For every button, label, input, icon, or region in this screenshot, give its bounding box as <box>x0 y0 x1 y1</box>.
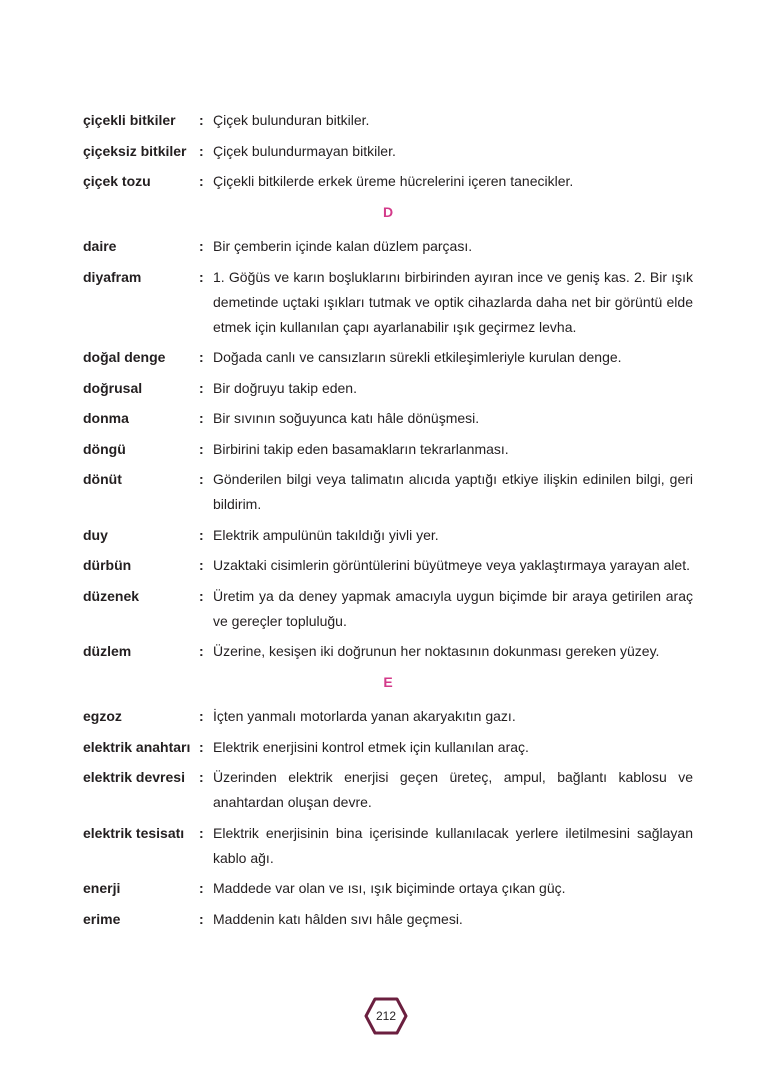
glossary-entry <box>83 821 693 871</box>
glossary-definition: Gönderilen bilgi veya talimatın alıcıda yaptığı etkiye ilişkin edinilen bilgi, geri bildirim. <box>213 471 693 512</box>
glossary-definition: Bir doğruyu takip eden. <box>213 379 357 396</box>
glossary-section <box>83 108 693 194</box>
glossary-definition: Elektrik enerjisini kontrol etmek için kullanılan araç. <box>213 738 529 755</box>
glossary-entry <box>83 467 693 517</box>
glossary-definition: Üretim ya da deney yapmak amacıyla uygun biçimde bir araya getirilen araç ve gereçler topluluğu. <box>213 587 693 629</box>
glossary-definition: Maddede var olan ve ısı, ışık biçiminde ortaya çıkan güç. <box>213 880 566 896</box>
separator-colon: : <box>199 824 204 841</box>
section-letter-heading: D <box>382 204 394 220</box>
glossary-entry <box>83 265 693 340</box>
glossary-term: çiçeksiz bitkiler <box>83 142 187 159</box>
separator-colon: : <box>199 471 204 487</box>
glossary-definition: Üzerinden elektrik enerjisi geçen üreteç, ampul, bağlantı kablosu ve anahtardan oluşan devre. <box>213 769 693 810</box>
separator-colon: : <box>199 112 204 128</box>
glossary-term: duy <box>83 526 108 543</box>
separator-colon: : <box>199 708 204 724</box>
glossary-definition: Üzerine, kesişen iki doğrunun her noktasının dokunması gereken yüzey. <box>213 643 660 659</box>
glossary-definition: Bir çemberin içinde kalan düzlem parçası. <box>213 238 473 254</box>
glossary-definition: Birbirini takip eden basamakların tekrarlanması. <box>213 440 509 457</box>
glossary-entry <box>83 639 693 664</box>
glossary-entry <box>83 108 693 133</box>
glossary-term: dönüt <box>83 471 122 487</box>
glossary-entry <box>83 376 693 401</box>
glossary-definition: Elektrik enerjisinin bina içerisinde kullanılacak yerlere iletilmesini sağlayan kablo ağı. <box>213 824 693 866</box>
separator-colon: : <box>199 268 204 285</box>
glossary-entry <box>83 169 693 194</box>
glossary-term: egzoz <box>83 708 122 724</box>
glossary-term: düzlem <box>83 643 132 659</box>
glossary-section <box>83 200 693 664</box>
separator-colon: : <box>199 910 204 927</box>
separator-colon: : <box>199 557 204 573</box>
glossary-term: donma <box>83 410 129 426</box>
glossary-entry <box>83 345 693 370</box>
separator-colon: : <box>199 587 204 604</box>
glossary-entry <box>83 406 693 431</box>
glossary-entry <box>83 704 693 729</box>
separator-colon: : <box>199 738 204 755</box>
glossary-entry <box>83 234 693 259</box>
glossary-entry <box>83 139 693 164</box>
glossary-entry <box>83 765 693 815</box>
glossary-entry <box>83 553 693 578</box>
glossary-definition: Maddenin katı hâlden sıvı hâle geçmesi. <box>213 910 463 927</box>
separator-colon: : <box>199 142 204 159</box>
glossary <box>83 108 693 937</box>
glossary-entry <box>83 876 693 901</box>
separator-colon: : <box>199 349 204 365</box>
glossary-entry <box>83 437 693 462</box>
glossary-term: diyafram <box>83 268 142 285</box>
glossary-definition: Elektrik ampulünün takıldığı yivli yer. <box>213 526 439 543</box>
separator-colon: : <box>199 379 204 396</box>
glossary-entry <box>83 584 693 634</box>
glossary-term: çiçekli bitkiler <box>83 112 176 128</box>
glossary-section <box>83 670 693 932</box>
glossary-definition: Uzaktaki cisimlerin görüntülerini büyütmeye veya yaklaştırmaya yarayan alet. <box>213 557 690 573</box>
separator-colon: : <box>199 643 204 659</box>
separator-colon: : <box>199 410 204 426</box>
separator-colon: : <box>199 238 204 254</box>
glossary-definition: İçten yanmalı motorlarda yanan akaryakıtın gazı. <box>213 708 516 724</box>
section-letter-heading: E <box>383 674 393 690</box>
glossary-entry <box>83 523 693 548</box>
glossary-term: erime <box>83 910 121 927</box>
separator-colon: : <box>199 173 204 189</box>
separator-colon: : <box>199 440 204 457</box>
glossary-term: elektrik tesisatı <box>83 824 185 841</box>
glossary-definition: Çiçekli bitkilerde erkek üreme hücrelerini içeren tanecikler. <box>213 173 574 189</box>
glossary-term: düzenek <box>83 587 140 604</box>
glossary-definition: Çiçek bulundurmayan bitkiler. <box>213 142 396 159</box>
separator-colon: : <box>199 880 204 896</box>
separator-colon: : <box>199 526 204 543</box>
glossary-term: elektrik devresi <box>83 769 185 785</box>
page-number-badge <box>363 996 409 1036</box>
separator-colon: : <box>199 769 204 785</box>
glossary-term: doğal denge <box>83 349 166 365</box>
glossary-definition: Çiçek bulunduran bitkiler. <box>213 112 370 128</box>
glossary-definition: 1. Göğüs ve karın boşluklarını birbirinden ayıran ince ve geniş kas. 2. Bir ışık demetinde uçtaki ışıkları tutmak ve optik cihazlarda daha net bir görüntü elde etmek için kullanılan çapı ayarlanabilir ışık geçirmez levha. <box>213 268 693 335</box>
glossary-term: daire <box>83 238 117 254</box>
glossary-term: enerji <box>83 880 121 896</box>
glossary-term: elektrik anahtarı <box>83 738 191 755</box>
glossary-definition: Doğada canlı ve cansızların sürekli etkileşimleriyle kurulan denge. <box>213 349 622 365</box>
glossary-term: çiçek tozu <box>83 173 151 189</box>
glossary-entry <box>83 735 693 760</box>
glossary-term: döngü <box>83 440 126 457</box>
glossary-term: dürbün <box>83 557 132 573</box>
glossary-entry <box>83 907 693 932</box>
page-number: 212 <box>375 1009 397 1023</box>
glossary-definition: Bir sıvının soğuyunca katı hâle dönüşmesi. <box>213 410 480 426</box>
glossary-term: doğrusal <box>83 379 143 396</box>
